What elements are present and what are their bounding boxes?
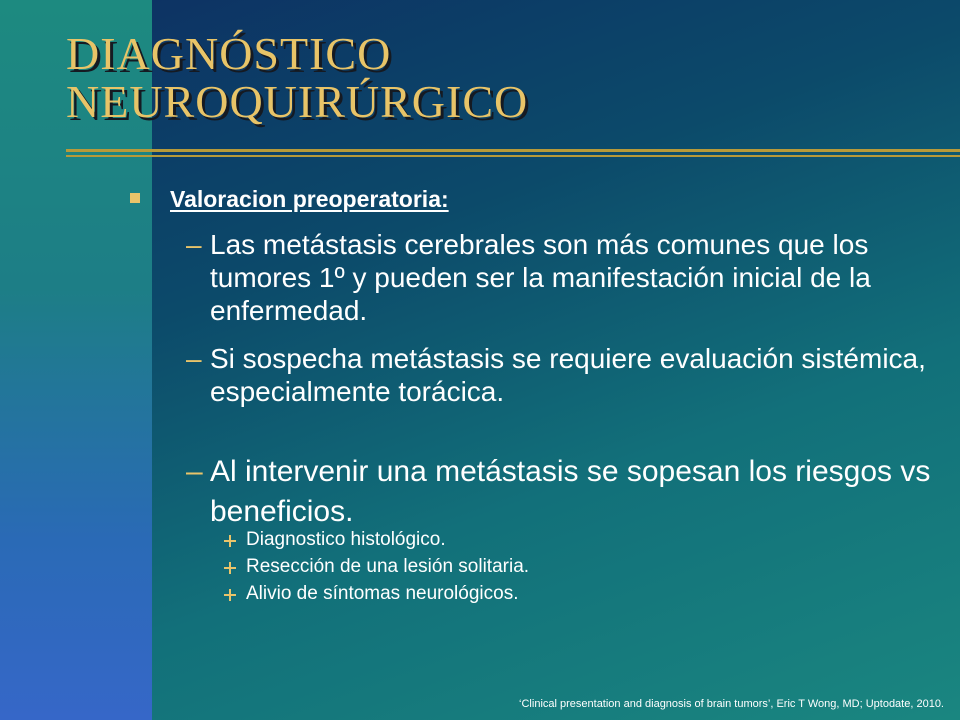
subpoint-text: Diagnostico histológico. bbox=[246, 529, 446, 550]
diamond-bullet-icon bbox=[224, 562, 236, 574]
citation-footer: ‘Clinical presentation and diagnosis of brain tumors’, Eric T Wong, MD; Uptodate, 2010. bbox=[519, 698, 944, 710]
subpoint-text: Resección de una lesión solitaria. bbox=[246, 556, 530, 577]
dash-bullet: – bbox=[186, 343, 202, 374]
point-text: Si sospecha metástasis se requiere evaluación sistémica, especialmente torácica. bbox=[210, 343, 926, 407]
section-heading-text: Valoracion preoperatoria: bbox=[170, 186, 449, 212]
dash-bullet: – bbox=[186, 229, 202, 260]
diamond-bullet-icon bbox=[224, 535, 236, 547]
title-line-2: NEUROQUIRÚRGICO bbox=[66, 76, 529, 127]
point-text: Las metástasis cerebrales son más comunes que los tumores 1º y pueden ser la manifestación inicial de la enfermedad. bbox=[210, 229, 871, 326]
dash-bullet: – bbox=[186, 455, 203, 488]
point-text: Al intervenir una metástasis se sopesan los riesgos vs beneficios. bbox=[210, 455, 931, 528]
title-rule-thin bbox=[66, 155, 960, 157]
title-rule-thick bbox=[66, 149, 960, 152]
diamond-bullet-icon bbox=[224, 589, 236, 601]
subpoint-text: Alivio de síntomas neurológicos. bbox=[246, 583, 519, 604]
slide-title bbox=[66, 30, 528, 126]
title-line-1: DIAGNÓSTICO bbox=[66, 28, 392, 79]
square-bullet-icon bbox=[130, 193, 140, 203]
